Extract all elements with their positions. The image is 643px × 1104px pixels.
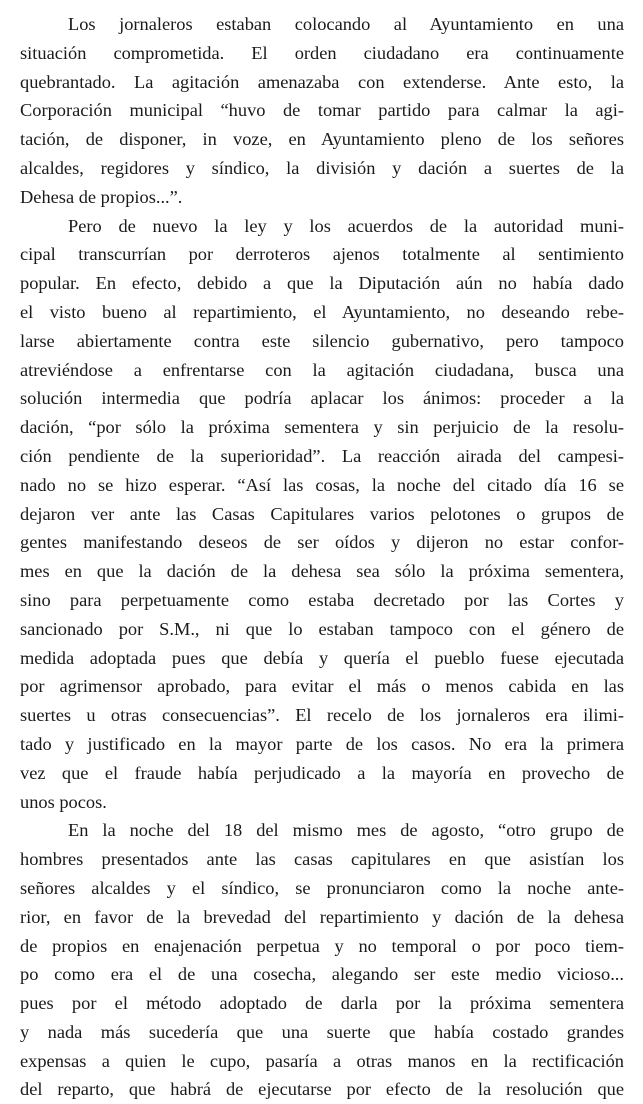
text-line: dación, “por sólo la próxima sementera y sin perjuicio de la resolu- (20, 417, 624, 438)
text-line: señores alcaldes y el síndico, se pronunciaron como la noche ante- (20, 877, 624, 898)
text-line: Los jornaleros estaban colocando al Ayuntamiento en una (68, 14, 624, 34)
text-line: En la noche del 18 del mismo mes de agosto, “otro grupo de (68, 820, 624, 841)
text-line: suertes u otras consecuencias”. El recelo de los jornaleros era ilimi- (20, 705, 624, 726)
document-page (20, 10, 624, 1104)
text-line: expensas a quien le cupo, pasaría a otras manos en la rectificación (20, 1050, 624, 1071)
text-line: larse abiertamente contra este silencio gubernativo, pero tampoco (20, 330, 624, 351)
paragraph-2 (20, 212, 624, 817)
text-line: po como era el de una cosecha, alegando ser este medio vicioso... (20, 964, 624, 985)
text-line: nado no se hizo esperar. “Así las cosas, la noche del citado día 16 se (20, 474, 624, 495)
text-line: de propios en enajenación perpetua y no temporal o por poco tiem- (20, 935, 624, 956)
text-line: sino para perpetuamente como estaba decretado por las Cortes y (20, 589, 624, 610)
text-line: popular. En efecto, debido a que la Diputación aún no había dado (20, 273, 624, 294)
text-line: unos pocos. (20, 791, 107, 812)
text-line: tado y justificado en la mayor parte de los casos. No era la primera (20, 733, 624, 754)
text-line: Corporación municipal “huvo de tomar partido para calmar la agi- (20, 100, 624, 121)
text-line: Dehesa de propios...”. (20, 186, 183, 207)
text-line: hombres presentados ante las casas capitulares en que asistían los (20, 849, 624, 870)
text-line: quebrantado. La agitación amenazaba con extenderse. Ante esto, la (20, 71, 624, 92)
text-line: tación, de disponer, in voze, en Ayuntamiento pleno de los señores (20, 129, 624, 150)
text-line: y nada más sucedería que una suerte que había costado grandes (20, 1021, 624, 1042)
text-line: Pero de nuevo la ley y los acuerdos de la autoridad muni- (68, 215, 624, 236)
text-line: vez que el fraude había perjudicado a la mayoría en provecho de (20, 762, 624, 783)
text-line: pues por el método adoptado de darla por la próxima sementera (20, 993, 624, 1014)
paragraph-1 (20, 10, 624, 212)
text-line: gentes manifestando deseos de ser oídos y dijeron no estar confor- (20, 532, 624, 553)
text-line: rior, en favor de la brevedad del repartimiento y dación de la dehesa (20, 906, 624, 927)
text-line: medida adoptada pues que debía y quería el pueblo fuese ejecutada (20, 647, 624, 668)
text-line: situación comprometida. El orden ciudadano era continuamente (20, 42, 624, 63)
text-line: sancionado por S.M., ni que lo estaban tampoco con el género de (20, 618, 624, 639)
text-line: solución intermedia que podría aplacar los ánimos: proceder a la (20, 388, 624, 409)
text-line: atreviéndose a enfrentarse con la agitación ciudadana, busca una (20, 359, 624, 380)
text-line: alcaldes, regidores y síndico, la división y dación a suertes de la (20, 157, 624, 178)
text-line: por agrimensor aprobado, para evitar el más o menos cabida en las (20, 676, 624, 697)
text-line: dejaron ver ante las Casas Capitulares varios pelotones o grupos de (20, 503, 624, 524)
text-line: el visto bueno al repartimiento, el Ayuntamiento, no deseando rebe- (20, 301, 624, 322)
text-line: mes en que la dación de la dehesa sea sólo la próxima sementera, (20, 561, 624, 582)
text-line: ción pendiente de la superioridad”. La reacción airada del campesi- (20, 445, 624, 466)
paragraph-3 (20, 816, 624, 1104)
text-line: cipal transcurrían por derroteros ajenos totalmente al sentimiento (20, 244, 624, 265)
text-line: del reparto, que habrá de ejecutarse por efecto de la resolución que (20, 1079, 624, 1100)
